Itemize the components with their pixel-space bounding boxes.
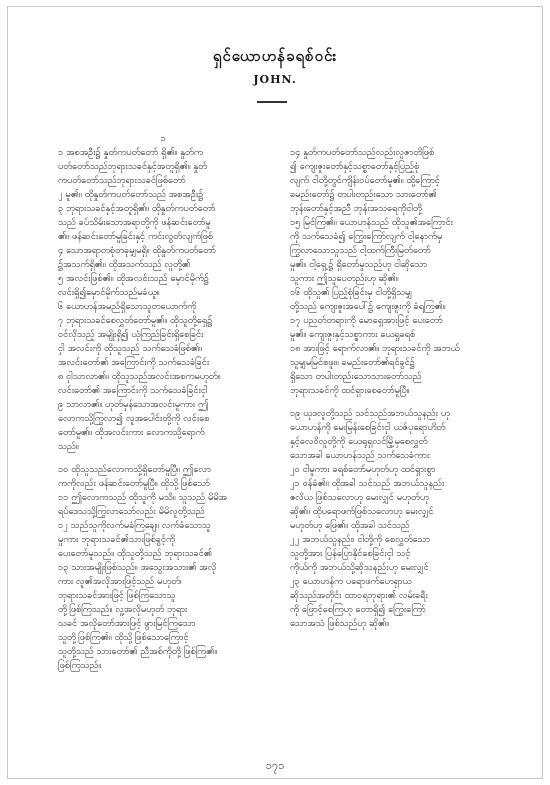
text-line: ၁၄ နှုတ်ကပတ်တော်သည်လည်းလူဇာတိဖြစ် bbox=[290, 147, 435, 158]
text-line: မဟုတ်ဟု ဖြေ၏။ ထိုအခါ သင်သည် bbox=[290, 520, 410, 531]
text-line: တော်မူ၏။ ထိုအလင်းကား လောကသို့ရောက် bbox=[58, 427, 205, 438]
text-line: ကား လူ၏အလိုအားဖြင့်သည် မဟုတ်၊ bbox=[58, 576, 182, 587]
text-line: ၁၃ သားအမျိုးဖြစ်သည်။ အသွေးအသား၏ အလို bbox=[58, 562, 217, 573]
paragraph-gap bbox=[290, 398, 500, 407]
title-rule bbox=[257, 101, 287, 103]
document-page bbox=[7, 6, 543, 779]
text-line: ၏။ ဖန်ဆင်းတော်မူခြင်းနှင့် ကင်းလွတ်လျက်ဖြစ် bbox=[58, 231, 214, 242]
text-line: ၁၁ ဤလောကသည် ထိုသူကို မသိ။ သူသည် မိမိအ bbox=[58, 492, 227, 503]
text-line: ဘုန်းတော်နှင့်အညီ ဘုန်းအသရေကိုငါတို့ bbox=[290, 203, 422, 214]
text-line: တို့ဖြစ်ကြသည်။ လူ့အလိုမဟုတ် ဘုရား bbox=[58, 604, 188, 615]
text-line: ကြွလာသောသူသည် ငါ့ထက်ကြီးမြတ်တော် bbox=[290, 245, 431, 256]
text-line: လျက် ငါတို့တွင်ကျိန်းဝပ်တော်မူ၏။ ထို့ကြောင့် bbox=[290, 175, 440, 186]
text-line: ဧလိယ ဖြစ်သလောဟု မေးလျှင် မဟုတ်ဟု bbox=[290, 492, 429, 503]
text-line: ကို သက်သေခံ၍ ကြွေးကြော်လျက် ငါ့နောက်မှ bbox=[290, 231, 443, 242]
page-number: ၁၇၁ bbox=[265, 759, 285, 772]
text-line: မူကား ဘုရားသခင်၏သားဖြစ်ခွင့်ကို bbox=[58, 534, 176, 545]
paragraph-gap bbox=[58, 454, 268, 463]
text-line: သူတို့အား ပြန်ပြောနိုင်စေခြင်းငှါ သင့် bbox=[290, 548, 411, 559]
text-line: ၂၀ ငါမူကား ခရစ်တော်မဟုတ်ဟု ထင်ရှားစွာ bbox=[290, 464, 436, 475]
text-line: သောအသံ ဖြစ်သည်ဟု ဆို၏။ bbox=[290, 618, 390, 629]
text-line: လင်းတော်၏ အကြောင်းကို သက်သေခံခြင်းငှါ bbox=[58, 385, 208, 396]
text-line: ဖြစ်ကြသည်။ bbox=[58, 660, 102, 671]
chapter-spacer bbox=[290, 132, 500, 146]
text-line: ၁၈ အားဖြင့် ရောက်လာ၏။ ဘုရားသခင်ကို အဘယ် bbox=[290, 343, 460, 354]
text-line: ၁ အစအဦး၌ နှုတ်ကပတ်တော် ရှိ၏။ နှုတ်က bbox=[58, 147, 203, 158]
text-line: ၄ သောအရာတစုံတခုမျှမရှိ။ ထိုနှုတ်ကပတ်တော် bbox=[58, 245, 216, 256]
text-line: မူ၏။ ငါ့ရှေ့၌ ရှိတော်မူသည်ဟု ငါဆိုသော bbox=[290, 259, 428, 270]
text-line: ၅ အလင်းဖြစ်၏။ ထိုအလင်းသည် မှောင်မိုက်၌ bbox=[58, 273, 209, 284]
chapter-number: ၁ bbox=[160, 134, 166, 144]
text-line: သည်။ bbox=[58, 441, 79, 452]
text-line: ၌အသက်ရှိ၏။ ထိုအသက်သည် လူတို့၏ bbox=[58, 259, 191, 270]
text-line: ကကိုလည်း ဖန်ဆင်းတော်မူပြီ။ ထိုသို့ဖြစ်သော် bbox=[58, 478, 210, 489]
text-line: သူကား ဤသူပေတည်းဟု ဆို၏။ bbox=[290, 273, 399, 284]
text-line: ၂၂ အဘယ်သူနည်း၊ ငါတို့ကို စေလွှတ်သော bbox=[290, 534, 430, 545]
text-line: ဘုရားသခင်ကို ထင်ရှားစေတော်မူပြီ။ bbox=[290, 385, 410, 396]
text-line: သခင် အလိုတော်အားဖြင့် ဖွားမြင်ကြသော bbox=[58, 618, 196, 629]
text-line: မူ၏။ ကျေးဇူးနှင့်သစ္စာကား ယေရှုခရစ် bbox=[290, 329, 416, 340]
text-line: ၁၇ ပညတ်တရားကို မောရှေအားဖြင့် ပေးတော် bbox=[290, 315, 443, 326]
text-line: နှင့်လေဝိလူတို့ကို ယေရုရှလင်မြို့မှစေလွှတ် bbox=[290, 436, 428, 447]
right-column bbox=[290, 132, 500, 649]
text-line: သူမျှမမြင်စဖူး။ ခမည်းတော်၏ရင်ခွင်၌ bbox=[290, 357, 415, 368]
text-line: ကိုယ်ကို အဘယ်သို့ဆိုသနည်းဟု မေးလျှင် bbox=[290, 562, 429, 573]
paragraph-gap bbox=[290, 631, 500, 640]
text-line: ယောဟန်ကို မေးမြန်းစေခြင်းငှါ ယဇ်ပုရောဟိတ် bbox=[290, 422, 446, 433]
paragraph-gap bbox=[290, 640, 500, 649]
left-column bbox=[58, 132, 268, 673]
text-line: ခမည်းတော်၌ တပါးတည်းသော သားတော်၏ bbox=[290, 189, 437, 200]
text-line: ၉ သာလာ၏။ ဟုတ်မှန်သောအလင်းမူကား ဤ bbox=[58, 399, 209, 410]
text-line: ငှါ အလင်းကို ထိုသူသည် သက်သေခံဖြစ်၏။ bbox=[58, 343, 202, 354]
text-line: ကပတ်တော်သည်ဘုရားသခင်ဖြစ်တော် bbox=[58, 175, 186, 186]
text-line: လောကသို့ကြွလာ၍ လူအပေါင်းတို့ကို လင်းစေ bbox=[58, 413, 210, 424]
text-line: ဘုရားသခင်အားဖြင့် ဖြစ်ကြသောသူ bbox=[58, 590, 176, 601]
text-line: ရှိသော တပါးတည်းသောသားတော်သည် bbox=[290, 371, 422, 382]
text-line: ၁၉ ယုဒလူတို့သည် သင်သည်အဘယ်သူနည်း ဟု bbox=[290, 408, 450, 419]
text-line: ၈ ငှါသာလာ၏။ ထိုသူသည်အလင်းအစကမဟုတ်။ bbox=[58, 371, 221, 382]
text-line: သူတို့ဖြစ်ကြ၏။ ထိုသို့ဖြစ်သောကြောင့် bbox=[58, 632, 189, 643]
text-line: ၂၃ ယောဟန်က ပရောဖက်ဟေရှာယ bbox=[290, 576, 412, 587]
text-line: ၁၆ ထိုသူ၏ ပြည့်စုံခြင်းမှ ငါတို့ရှိသမျှ bbox=[290, 287, 413, 298]
text-line: ၁၅ မြင်ကြ၏။ ယောဟန်သည် ထိုသူ၏အကြောင်း bbox=[290, 217, 453, 228]
text-line: ၂ မူ၏။ ထိုနှုတ်ကပတ်တော်သည် အစအဦး၌ bbox=[58, 189, 204, 200]
text-line: လင်းရှိ၍မှောင်မိုက်သည်မခံယူ။ bbox=[58, 287, 160, 298]
text-line: ၍ ကျေးဇူးတော်နှင့်သစ္စာတော်နှင့်ပြည့်စုံ bbox=[290, 161, 420, 172]
text-line: သောအခါ ယောဟန်သည် သက်သေခံကား bbox=[290, 450, 430, 461]
text-line: ကို ဖြောင့်စေကြဟု တောရှိ၍ ကြွေးကြော် bbox=[290, 604, 426, 615]
text-line: သည် ခပ်သိမ်းသောအရာတို့ကို ဖန်ဆင်းတော်မူ bbox=[58, 217, 211, 228]
text-line: ဆိုသည်အတိုင်း ထာဝရဘုရား၏ လမ်းခရီး bbox=[290, 590, 428, 601]
text-line: သူတို့သည် သားတော်၏ ညီအစ်ကိုတို့ ဖြစ်ကြ၏။ bbox=[58, 646, 218, 657]
text-line: ၇ ဘုရားသခင်စေလွှတ်တော်မူ၏။ ထိုသူတို့ရှေ၌ bbox=[58, 315, 213, 326]
book-subtitle: JOHN. bbox=[253, 73, 297, 86]
text-line: အလင်းတော်၏ အကြောင်းကို သက်သေခံခြင်း bbox=[58, 357, 210, 368]
text-line: ပေးတော်မူသည်။ ထိုသူတို့သည် ဘုရားသခင်၏ bbox=[58, 548, 212, 559]
text-line: ၂၁ ဝန်ခံ၏။ ထိုအခါ သင်သည် အဘယ်သူနည်း bbox=[290, 478, 445, 489]
text-line: ၃ ဘုရားသခင်နှင့်အတူရှိ၏။ ထိုနှုတ်ကပတ်တော် bbox=[58, 203, 216, 214]
text-line: ပတ်တော်သည်ဘုရားသခင်နှင့်အတူရှိ၏။ နှုတ် bbox=[58, 161, 208, 172]
text-line: ၆ ယောဟန်အမည်ရှိသောသူတယောက်ကို bbox=[58, 301, 197, 312]
text-line: ၁၀ ထိုသူသည်လောကသို့ရှိတော်မူပြီ။ ဤလော bbox=[58, 464, 211, 475]
text-line: ရပ်ဒေသသို့ကြွလာသော်လည်း မိမိလူတို့သည် bbox=[58, 506, 205, 517]
text-line: ဝင်လိုသည့် အမျိုးရှိ၍ ယုံကြည်ခြင်းရှိစေခြင်း bbox=[58, 329, 204, 340]
book-title: ရှင်ယောဟန်ခရစ်ဝင်း bbox=[212, 47, 338, 65]
text-line: ၁၂ သည်သူကိုလက်မခံကြချေ။ လက်ခံသောသူ bbox=[58, 520, 211, 531]
text-line: ဆို၏။ ထိုပရောဖက်ဖြစ်သလောဟု မေးလျှင် bbox=[290, 506, 434, 517]
text-line: တို့သည် ကျေးဇူးအပေါ်၌ ကျေးဇူးကို ခံရကြ၏။ bbox=[290, 301, 446, 312]
